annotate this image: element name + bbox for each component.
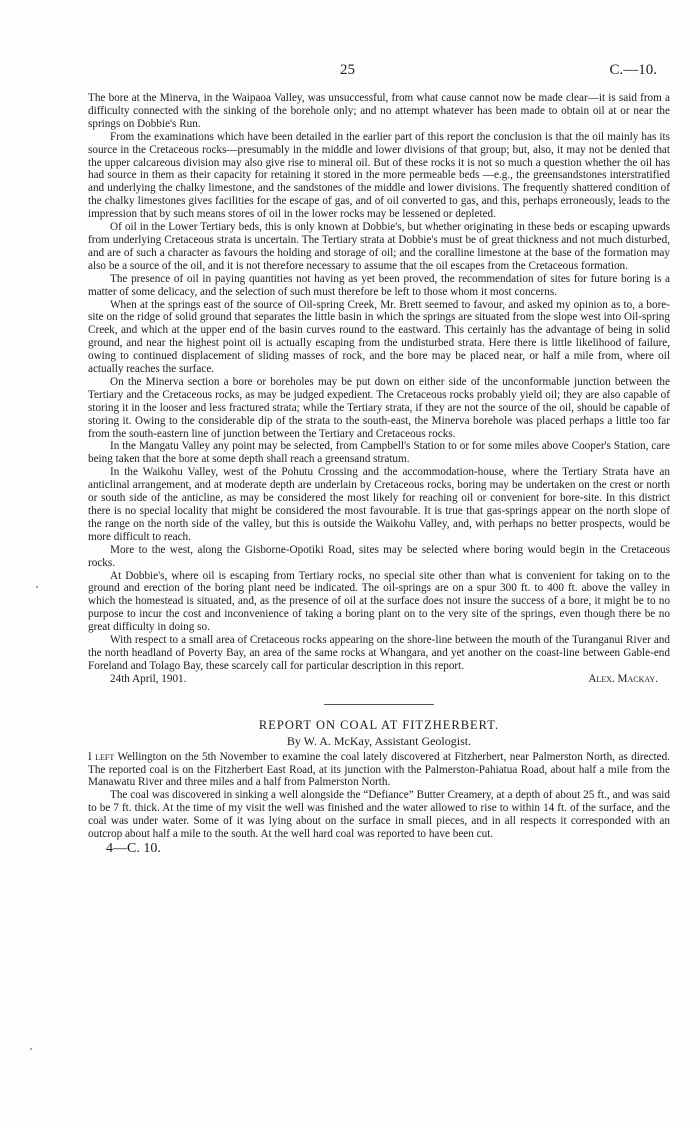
report-body xyxy=(88,92,670,856)
document-reference: C.—10. xyxy=(609,62,657,78)
paragraph: The presence of oil in paying quantities not having as yet been proved, the recommendation of sites for future boring is a matter of some delicacy, and the selection of such must therefore be left to those whom it most concerns. xyxy=(88,272,670,298)
scan-speck xyxy=(36,586,38,588)
paragraph: More to the west, along the Gisborne-Opotiki Road, sites may be selected where boring would begin in the Cretaceous rocks. xyxy=(88,543,670,569)
signoff-date: 24th April, 1901. xyxy=(110,672,187,685)
section-divider xyxy=(324,704,434,705)
paragraph xyxy=(88,751,670,790)
coal-report-title: REPORT ON COAL AT FITZHERBERT. xyxy=(258,717,500,732)
signoff-author: Alex. Mackay. xyxy=(588,672,658,685)
paragraph: From the examinations which have been detailed in the earlier part of this report the conclusion is that the oil mainly has its source in the Cretaceous rocks—presumably in the middle and lower divisions of that group; but, also, it may not be denied that the upper calcareous division may also give rise to mineral oil. But of these rocks it is not so much a question whether the oil has had source in them as their capacity for retaining it stored in the more permeable beds —e.g., the greensandstones interstratified and underlying the chalky limestone, and the sandstones of the middle and lower divisions. The frequently shattered condition of the chalky limestones gives facilities for the escape of gas, and of oil converted to gas, and this, perhaps erroneously, leads to the impression that by such means stores of oil in the lower rocks may be lessened or depleted. xyxy=(88,130,670,221)
paragraph: In the Waikohu Valley, west of the Pohutu Crossing and the accommodation-house, where the Tertiary Strata have an anticlinal arrangement, and at moderate depth are underlain by Cretaceous rocks, boring may be undertaken on the crest or north or south side of the anticline, as may be considered the most likely for reaching oil or convenient for bore-site. In this district there is no special locality that might be considered the most favourable. It is true that gas-springs appear on the north slope of the range on the north side of the valley, but this is outside the Waikohu Valley, and, with perhaps no better prospects, would be more difficult to reach. xyxy=(88,466,670,543)
scan-speck xyxy=(30,1048,32,1050)
paragraph: The coal was discovered in sinking a well alongside the “Defiance” Butter Creamery, at a depth of about 25 ft., and was said to be 7 ft. thick. At the time of my visit the well was finished and the water allowed to rise to within 14 ft. of the surface, and the coal was under water. Some of it was lying about on the surface in small pieces, and in all respects it corresponded with an outcrop about half a mile to the south. At the well hard coal was reported to have been cut. xyxy=(88,789,670,841)
paragraph: On the Minerva section a bore or boreholes may be put down on either side of the unconformable junction between the Tertiary and the Cretaceous rocks, as may be judged expedient. The Cretaceous rocks probably yield oil; they are also capable of storing it in the looser and less fractured strata; while the Tertiary strata, if they are not the source of the oil, should be capable of storing it. Owing to the considerable dip of the strata to the south-east, the Minerva borehole was placed perhaps a little too far from the south-eastern line of junction between the Tertiary and Cretaceous rocks. xyxy=(88,375,670,440)
opening-words: I left xyxy=(88,750,115,763)
page-header xyxy=(0,62,700,82)
page-number: 25 xyxy=(340,62,355,78)
paragraph: When at the springs east of the source of Oil-spring Creek, Mr. Brett seemed to favour, and asked my opinion as to, a bore-site on the ridge of solid ground that separates the little basin in which the springs are situated from the slope west into Oil-spring Creek, and which at the upper end of the basin curves round to the eastward. This certainly has the advantage of being in solid ground, and near the highest point oil is actually escaping from the undisturbed strata. Here there is little likelihood of failure, owing to continued displacement of sliding masses of rock, and the bore may be placed near, or half a mile from, where oil actually reaches the surface. xyxy=(88,298,670,376)
signature-reference: 4—C. 10. xyxy=(106,840,161,856)
paragraph: Of oil in the Lower Tertiary beds, this is only known at Dobbie's, but whether originating in these beds or escaping upwards from underlying Cretaceous strata is uncertain. The Tertiary strata at Dobbie's must be of great thickness and not much disturbed, and are of such a character as favours the holding and storage of oil; and the coralline limestone at the base of the formation may also be a source of the oil, and it is not therefore necessary to assume that the oil escapes from the Cretaceous formation. xyxy=(88,221,670,272)
paragraph: With respect to a small area of Cretaceous rocks appearing on the shore-line between the mouth of the Turanganui River and the north headland of Poverty Bay, an area of the same rocks at Whangara, and yet another on the coast-line between Gable-end Foreland and Tolago Bay, these scarcely call for particular description in this report. xyxy=(88,634,670,672)
coal-report-byline: By W. A. McKay, Assistant Geologist. xyxy=(286,733,472,748)
paragraph: In the Mangatu Valley any point may be selected, from Campbell's Station to or for some miles above Cooper's Station, care being taken that the bore at some depth shall reach a greensand stratum. xyxy=(88,440,670,466)
signoff xyxy=(88,673,670,686)
paragraph: At Dobbie's, where oil is escaping from Tertiary rocks, no special site other than what is convenient for taking on to the ground and erection of the boring plant need be indicated. The oil-springs are on a spur 300 ft. to 400 ft. above the valley in which the homestead is situated, and, as the presence of oil at the surface does not insure the success of a bore, it might be to no purpose to incur the cost and inconvenience of taking a boring plant on to the very site of the springs, even though there be no great difficulty in doing so. xyxy=(88,569,670,634)
paragraph-text: Wellington on the 5th November to examine the coal lately discovered at Fitzherbert, near Palmerston North, as directed. The reported coal is on the Fitzherbert East Road, at its junction with the Palmerston-Pahiatua Road, about half a mile from the Manawatu River and three miles and a half from Palmerston North. xyxy=(88,750,670,789)
paragraph: The bore at the Minerva, in the Waipaoa Valley, was unsuccessful, from what cause cannot now be made clear—it is said from a difficulty connected with the sinking of the borehole only; and no attempt whatever has been made to obtain oil at or near the springs on Dobbie's Run. xyxy=(88,92,670,130)
